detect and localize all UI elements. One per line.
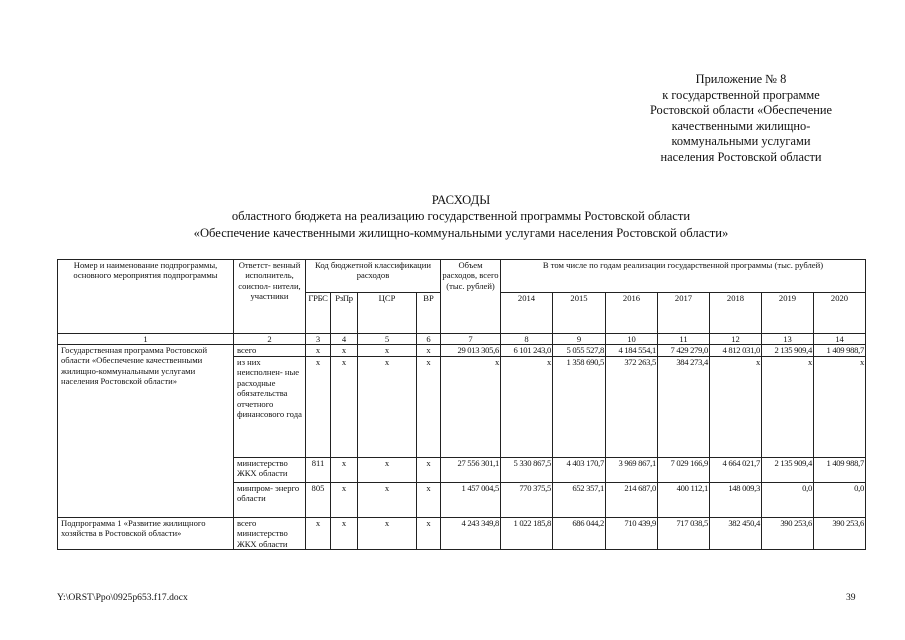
- row-amount-cell: 2 135 909,4: [762, 345, 814, 357]
- header-code-rzpr: РзПр: [331, 293, 358, 334]
- header-code-grbs: ГРБС: [306, 293, 331, 334]
- header-year: 2016: [606, 293, 658, 334]
- row-amount-cell: 372 263,5: [606, 357, 658, 458]
- title-line-2: «Обеспечение качественными жилищно-коммунальными услугами населения Ростовской области»: [193, 225, 729, 240]
- row-name: Государственная программа Ростовской области «Обеспечение качественными жилищно-коммунальными услугами населения Ростовской области»: [58, 345, 234, 518]
- row-amount-cell: 148 009,3: [710, 483, 762, 518]
- row-amount-cell: 400 112,1: [658, 483, 710, 518]
- row-code-cell: х: [358, 483, 417, 518]
- row-amount-cell: 29 013 305,6: [441, 345, 501, 357]
- row-amount-cell: х: [762, 357, 814, 458]
- row-code-cell: 811: [306, 458, 331, 483]
- footer-file-path: Y:\ORST\Ppo\0925p653.f17.docx: [57, 592, 188, 603]
- title-line-1: областного бюджета на реализацию государственной программы Ростовской области: [231, 209, 691, 224]
- row-name: Подпрограмма 1 «Развитие жилищного хозяйства в Ростовской области»: [58, 518, 234, 550]
- row-code-cell: х: [331, 483, 358, 518]
- row-amount-cell: 1 358 690,5: [553, 357, 606, 458]
- row-amount-cell: 6 101 243,0: [501, 345, 553, 357]
- page-number: 39: [846, 592, 856, 603]
- row-amount-cell: 7 029 166,9: [658, 458, 710, 483]
- row-amount-cell: 390 253,6: [762, 518, 814, 550]
- row-amount-cell: 1 022 185,8: [501, 518, 553, 550]
- row-amount-cell: 1 409 988,7: [814, 458, 866, 483]
- row-amount-cell: 770 375,5: [501, 483, 553, 518]
- document-title: [0, 192, 905, 241]
- row-code-cell: х: [331, 518, 358, 550]
- row-amount-cell: 214 687,0: [606, 483, 658, 518]
- row-code-cell: х: [331, 357, 358, 458]
- row-amount-cell: 652 357,1: [553, 483, 606, 518]
- expenses-table: [57, 259, 866, 550]
- header-year: 2020: [814, 293, 866, 334]
- row-executor: минпром- энерго области: [234, 483, 306, 518]
- column-number: 13: [762, 334, 814, 345]
- column-number: 4: [331, 334, 358, 345]
- row-code-cell: х: [306, 345, 331, 357]
- row-amount-cell: 27 556 301,1: [441, 458, 501, 483]
- appendix-line: к государственной программе: [662, 87, 820, 102]
- header-year: 2015: [553, 293, 606, 334]
- row-code-cell: х: [417, 345, 441, 357]
- row-code-cell: х: [417, 483, 441, 518]
- appendix-line: коммунальными услугами: [671, 134, 811, 149]
- appendix-line: населения Ростовской области: [660, 149, 822, 164]
- column-number: 9: [553, 334, 606, 345]
- table-body: [58, 345, 866, 550]
- row-code-cell: х: [306, 518, 331, 550]
- header-name: Номер и наименование подпрограммы, основного мероприятия подпрограммы: [58, 260, 234, 334]
- row-amount-cell: 4 664 021,7: [710, 458, 762, 483]
- row-executor: всего министерство ЖКХ области: [234, 518, 306, 550]
- row-code-cell: 805: [306, 483, 331, 518]
- header-year: 2014: [501, 293, 553, 334]
- row-amount-cell: 5 330 867,5: [501, 458, 553, 483]
- header-executor: Ответст- венный исполнитель, соиспол- нители, участники: [234, 260, 306, 334]
- column-number: 12: [710, 334, 762, 345]
- row-amount-cell: 710 439,9: [606, 518, 658, 550]
- column-number: 11: [658, 334, 710, 345]
- row-executor: из них неисполнен- ные расходные обязательства отчетного финансового года: [234, 357, 306, 458]
- column-number: 14: [814, 334, 866, 345]
- row-code-cell: х: [358, 458, 417, 483]
- row-amount-cell: 0,0: [762, 483, 814, 518]
- header-year: 2017: [658, 293, 710, 334]
- column-number: 8: [501, 334, 553, 345]
- row-amount-cell: 382 450,4: [710, 518, 762, 550]
- row-code-cell: х: [358, 518, 417, 550]
- row-amount-cell: х: [814, 357, 866, 458]
- row-amount-cell: 390 253,6: [814, 518, 866, 550]
- row-amount-cell: 384 273,4: [658, 357, 710, 458]
- row-executor: министерство ЖКХ области: [234, 458, 306, 483]
- row-code-cell: х: [358, 345, 417, 357]
- row-code-cell: х: [417, 357, 441, 458]
- appendix-line: Приложение № 8: [695, 72, 787, 86]
- row-amount-cell: 4 403 170,7: [553, 458, 606, 483]
- column-number: 2: [234, 334, 306, 345]
- row-amount-cell: 0,0: [814, 483, 866, 518]
- header-year: 2018: [710, 293, 762, 334]
- row-code-cell: х: [417, 458, 441, 483]
- row-amount-cell: х: [441, 357, 501, 458]
- row-code-cell: х: [331, 458, 358, 483]
- row-amount-cell: х: [501, 357, 553, 458]
- title-heading: РАСХОДЫ: [431, 193, 491, 207]
- row-amount-cell: 717 038,5: [658, 518, 710, 550]
- header-code-csr: ЦСР: [358, 293, 417, 334]
- header-year: 2019: [762, 293, 814, 334]
- row-amount-cell: 686 044,2: [553, 518, 606, 550]
- row-amount-cell: 4 184 554,1: [606, 345, 658, 357]
- column-number: 3: [306, 334, 331, 345]
- header-code-vr: ВР: [417, 293, 441, 334]
- appendix-line: качественными жилищно-: [671, 118, 811, 133]
- appendix-block: [600, 72, 882, 166]
- column-number: 1: [58, 334, 234, 345]
- row-amount-cell: 4 812 031,0: [710, 345, 762, 357]
- row-amount-cell: 2 135 909,4: [762, 458, 814, 483]
- appendix-line: Ростовской области «Обеспечение: [649, 103, 833, 118]
- column-number: 10: [606, 334, 658, 345]
- row-code-cell: х: [331, 345, 358, 357]
- row-amount-cell: 1 457 004,5: [441, 483, 501, 518]
- header-total: Объем расходов, всего (тыс. рублей): [441, 260, 501, 334]
- row-code-cell: х: [417, 518, 441, 550]
- row-code-cell: х: [358, 357, 417, 458]
- column-number: 6: [417, 334, 441, 345]
- header-code: Код бюджетной классификации расходов: [306, 260, 441, 293]
- row-amount-cell: х: [710, 357, 762, 458]
- header-years: В том числе по годам реализации государственной программы (тыс. рублей): [501, 260, 866, 293]
- row-amount-cell: 3 969 867,1: [606, 458, 658, 483]
- row-amount-cell: 4 243 349,8: [441, 518, 501, 550]
- column-number: 7: [441, 334, 501, 345]
- table-row: [58, 518, 866, 550]
- row-executor: всего: [234, 345, 306, 357]
- column-number: 5: [358, 334, 417, 345]
- row-amount-cell: 5 055 527,8: [553, 345, 606, 357]
- row-amount-cell: 7 429 279,0: [658, 345, 710, 357]
- row-amount-cell: 1 409 988,7: [814, 345, 866, 357]
- row-code-cell: х: [306, 357, 331, 458]
- table-row: [58, 345, 866, 357]
